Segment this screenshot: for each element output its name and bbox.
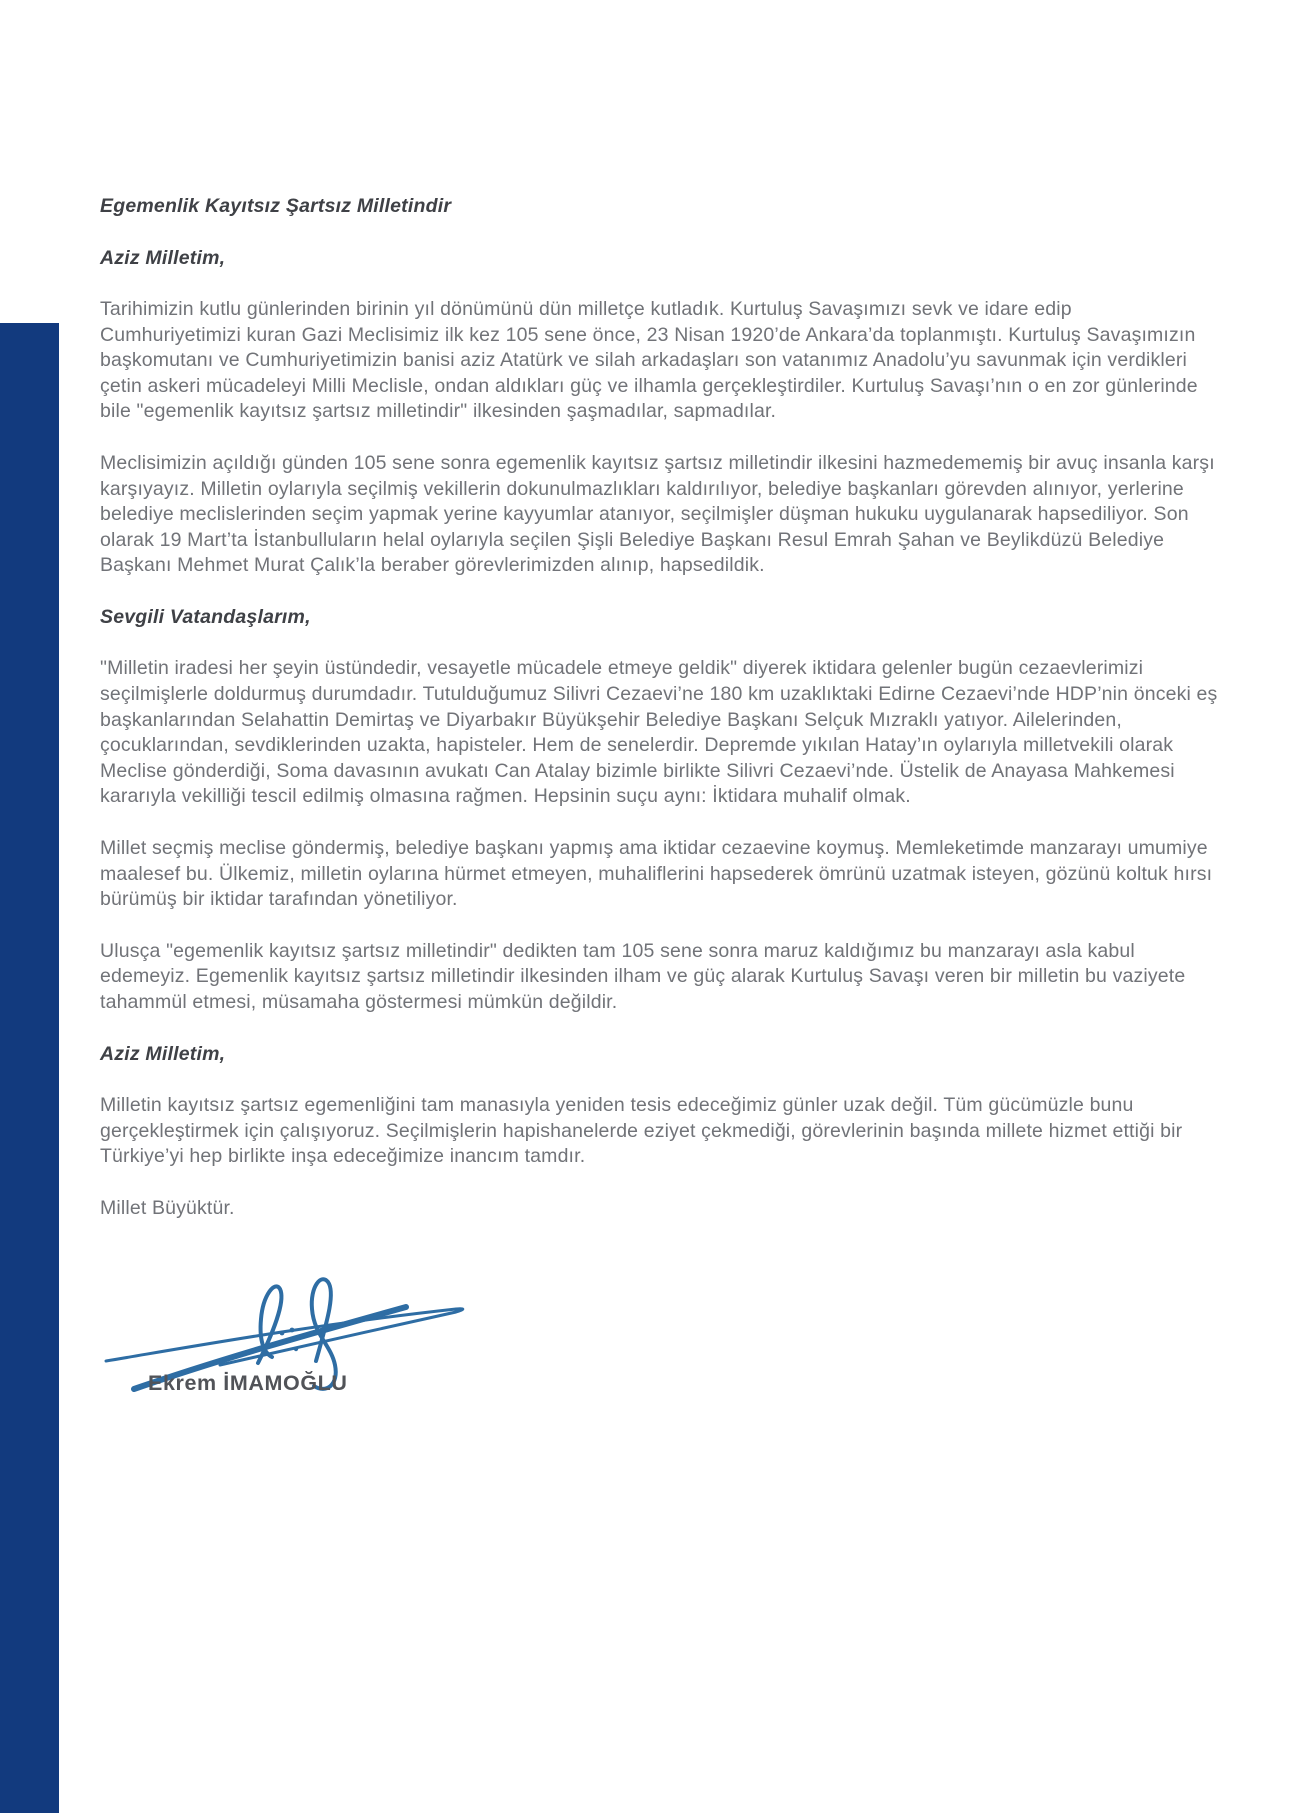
paragraph-milletin-egemenligi: Milletin kayıtsız şartsız egemenliğini tam manasıyla yeniden tesis edeceğimiz günler uzak değil. Tüm gücümüzle bunu gerçekleştirmek için çalışıyoruz. Seçilmişlerin hapishanelerde eziyet çekmediği, görevlerinin başında millete hizmet ettiği bir Türkiye’yi hep birlikte inşa edeceğimize inancım tamdır. <box>100 1094 1183 1168</box>
paragraph-kurtulus-savasi: Tarihimizin kutlu günlerinden birinin yıl dönümünü dün milletçe kutladık. Kurtuluş Savaşımızı sevk ve idare edip Cumhuriyetimizi kuran Gazi Meclisimiz ilk kez 105 sene önce, 23 Nisan 1920’de Ankara’da toplanmıştı. Kurtuluş Savaşımızın başkomutanı ve Cumhuriyetimizin banisi aziz Atatürk ve silah arkadaşları son vatanımız Anadolu’yu savunmak için verdikleri çetin askeri mücadeleyi Milli Meclisle, ondan aldıkları güç ve ilhamla gerçekleştirdiler. Kurtuluş Savaşı’nın o en zor günlerinde bile "egemenlik kayıtsız şartsız milletindir" ilkesinden şaşmadılar, sapmadılar. <box>100 298 1198 423</box>
salutation-aziz-milletim-1: Aziz Milletim, <box>100 246 226 269</box>
salutation-aziz-milletim-2: Aziz Milletim, <box>100 1042 226 1065</box>
paragraph-millet-buyuktur: Millet Büyüktür. <box>100 1196 235 1219</box>
left-accent-bar <box>0 323 59 1813</box>
paragraph-milletin-iradesi: "Milletin iradesi her şeyin üstündedir, vesayetle mücadele etmeye geldik" diyerek iktidara gelenler bugün cezaevlerimizi seçilmişlerle doldurmuş durumdadır. Tutulduğumuz Silivri Cezaevi’ne 180 km uzaklıktaki Edirne Cezaevi’nde HDP’nin önceki eş başkanlarından Selahattin Demirtaş ve Diyarbakır Büyükşehir Belediye Başkanı Selçuk Mızraklı yatıyor. Ailelerinden, çocuklarından, sevdiklerinden uzakta, hapisteler. Hem de senelerdir. Depremde yıkılan Hatay’ın oylarıyla milletvekili olarak Meclise gönderdiği, Soma davasının avukatı Can Atalay bizimle birlikte Silivri Cezaevi’nde. Üstelik de Anayasa Mahkemesi kararıyla vekilliği tescil edilmiş olmasına rağmen. Hepsinin suçu aynı: İktidara muhalif olmak. <box>100 657 1218 808</box>
paragraph-meclisimizin-acildigi: Meclisimizin açıldığı günden 105 sene sonra egemenlik kayıtsız şartsız milletindir ilkesini hazmedememiş bir avuç insanla karşı karşıyayız. Milletin oylarıyla seçilmiş vekillerin dokunulmazlıkları kaldırılıyor, belediye başkanları görevden alınıyor, yerlerine belediye meclislerinden seçim yapmak yerine kayyumlar atanıyor, seçilmişler düşman hukuku uygulanarak hapsediliyor. Son olarak 19 Mart’ta İstanbulluların helal oylarıyla seçilen Şişli Belediye Başkanı Resul Emrah Şahan ve Beylikdüzü Belediye Başkanı Mehmet Murat Çalık’la beraber görevlerimizden alınıp, hapsedildik. <box>100 451 1215 577</box>
signer-name: Ekrem İMAMOĞLU <box>148 1371 348 1396</box>
signature-block <box>100 1247 520 1396</box>
letter-body <box>100 194 1218 1396</box>
paragraph-ulusca: Ulusça "egemenlik kayıtsız şartsız milletindir" dedikten tam 105 sene sonra maruz kaldığımız bu manzarayı asla kabul edemeyiz. Egemenlik kayıtsız şartsız milletindir ilkesinden ilham ve güç alarak Kurtuluş Savaşı veren bir milletin bu vaziyete tahammül etmesi, müsamaha göstermesi mümkün değildir. <box>100 939 1186 1013</box>
paragraph-millet-secmis: Millet seçmiş meclise göndermiş, belediye başkanı yapmış ama iktidar cezaevine koymuş. Memleketimde manzarayı umumiye maalesef bu. Ülkemiz, milletin oylarına hürmet etmeyen, muhaliflerini hapsederek ömrünü uzatmak isteyen, gözünü koltuk hırsı bürümüş bir iktidar tarafından yönetiliyor. <box>100 837 1213 911</box>
salutation-sevgili-vatandaslarim: Sevgili Vatandaşlarım, <box>100 605 311 628</box>
letter-motto: Egemenlik Kayıtsız Şartsız Milletindir <box>100 195 452 217</box>
